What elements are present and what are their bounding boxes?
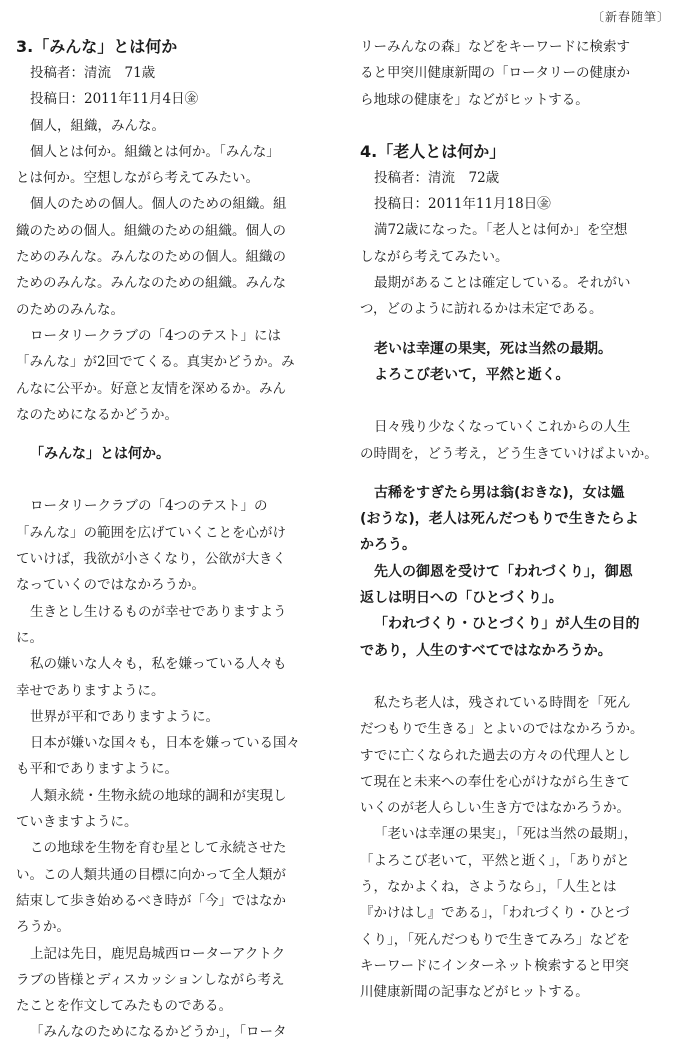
section-tag: 〔新春随筆〕 [591,10,670,24]
text-line: ラブの皆様とディスカッションしながら考え [16,971,285,988]
text-line: すでに亡くなられた過去の方々の代理人とし [360,747,631,764]
text-line: 最期があることは確定している。それがい [374,275,631,292]
bold-line: 老いは幸運の果実，死は当然の最期。 [374,340,612,357]
text-line: 「よろこび老いて，平然と逝く」，「ありがと [360,852,630,869]
text-line: ロータリークラブの「4つのテスト」には [30,327,282,344]
text-line: 結束して歩き始めるべき時が「今」ではなか [16,892,286,909]
text-line: いくのが老人らしい生き方ではなかろうか。 [360,800,630,817]
bold-line: 古稀をすぎたら男は翁(おきな)，女は媼 [374,484,625,501]
date-line: 投稿日：2011年11月18日㊎ [374,196,551,213]
text-line: つ，どのように訪れるかは未定である。 [360,301,603,318]
text-line: 日本が嫌いな国々も，日本を嫌っている国々 [30,735,300,752]
bold-line: 返しは明日への「ひとづくり」。 [360,590,563,607]
text-line: ていきますように。 [16,814,138,831]
text-line: ためのみんな。みんなのための個人。組織の [16,249,286,266]
text-line: 幸せでありますように。 [16,682,165,699]
text-line: ら地球の健康を」などがヒットする。 [360,91,589,108]
text-line: この地球を生物を育む星として永続させた [30,840,287,857]
text-line: 私たち老人は，残されている時間を「死ん [374,694,631,711]
right-column [360,34,674,1006]
text-line: 個人のための個人。個人のための組織。組 [30,196,287,213]
text-line: 「みんな」が2回でてくる。真実かどうか。み [16,354,295,371]
text-line: 満72歳になった。「老人とは何か」を空想 [374,222,628,239]
text-line: なっていくのではなかろうか。 [16,577,205,594]
text-line: ると甲突川健康新聞の「ロータリーの健康か [360,65,630,82]
text-line: リーみんなの森」などをキーワードに検索す [360,39,630,55]
text-line: なのためになるかどうか。 [16,406,178,423]
text-line: 「みんな」の範囲を広げていくことを心がけ [16,524,286,541]
text-line: て現在と未来への奉仕を心がけながら生きて [360,773,630,790]
text-line: ためのみんな。みんなのための組織。みんな [16,275,286,292]
text-line: 生きとし生けるものが幸せでありますよう [30,603,287,620]
text-line: 人類永続・生物永続の地球的調和が実現し [30,787,287,804]
bold-line: であり，人生のすべてではなかろうか。 [360,642,612,659]
text-line: 私の嫌いな人々も，私を嫌っている人々も [30,656,287,673]
text-line: う，なかよくね，さようなら」，「人生とは [360,879,617,896]
essay-3-title: 3.「みんな」とは何か [16,37,178,56]
text-line: ろうか。 [16,919,70,936]
text-line: 織のための個人。組織のための組織。個人の [16,222,286,239]
text-line: 「老いは幸運の果実」，「死は当然の最期」， [374,826,638,843]
bold-line: よろこび老いて，平然と逝く。 [374,366,570,383]
text-line: に。 [16,629,43,646]
bold-line: かろう。 [360,537,416,554]
text-line: い。この人類共通の目標に向かって全人類が [16,866,286,883]
text-line: 「みんなのためになるかどうか」，「ロータ [30,1024,287,1041]
text-line: 個人とは何か。組織とは何か。「みんな」 [30,143,280,160]
text-line: とは何か。空想しながら考えてみたい。 [16,170,259,187]
text-line: 川健康新聞の記事などがヒットする。 [360,984,589,1001]
left-column [16,34,334,1046]
date-line: 投稿日：2011年11月4日㊎ [30,91,199,108]
text-line: 上記は先日，鹿児島城西ローターアクトク [30,945,286,962]
text-line: だつもりで生きる」とよいのではなかろうか。 [360,721,644,738]
text-line: ロータリークラブの「4つのテスト」の [30,498,268,515]
text-line: しながら考えてみたい。 [360,248,509,265]
essay-4-title: 4.「老人とは何か」 [360,141,506,161]
text-line: の時間を，どう考え，どう生きていけばよいか。 [360,445,658,462]
text-line: 日々残り少なくなっていくこれからの人生 [374,419,631,436]
text-line: 個人，組織，みんな。 [30,117,165,134]
text-line: も平和でありますように。 [16,761,178,778]
emphasis-line: 「みんな」とは何か。 [30,446,170,463]
text-line: たことを作文してみたものである。 [16,998,232,1015]
text-line: のためのみんな。 [16,301,124,318]
text-line: キーワードにインターネット検索すると甲突 [360,957,629,974]
bold-line: 先人の御恩を受けて「われづくり」，御恩 [374,563,633,580]
bold-line: 「われづくり・ひとづくり」が人生の目的 [374,616,640,633]
bold-line: (おうな)，老人は死んだつもりで生きたらよ [360,511,639,528]
text-line: くり」，「死んだつもりで生きてみろ」などを [360,931,630,948]
author-line: 投稿者：清流 71歳 [30,65,156,81]
author-line: 投稿者：清流 72歳 [374,169,500,186]
text-line: 世界が平和でありますように。 [30,708,219,725]
text-line: んなに公平か。好意と友情を深めるか。みん [16,380,286,397]
text-line: ていけば，我欲が小さくなり，公欲が大きく [16,551,286,568]
text-line: 『かけはし』である」，「われづくり・ひとづ [360,905,630,922]
